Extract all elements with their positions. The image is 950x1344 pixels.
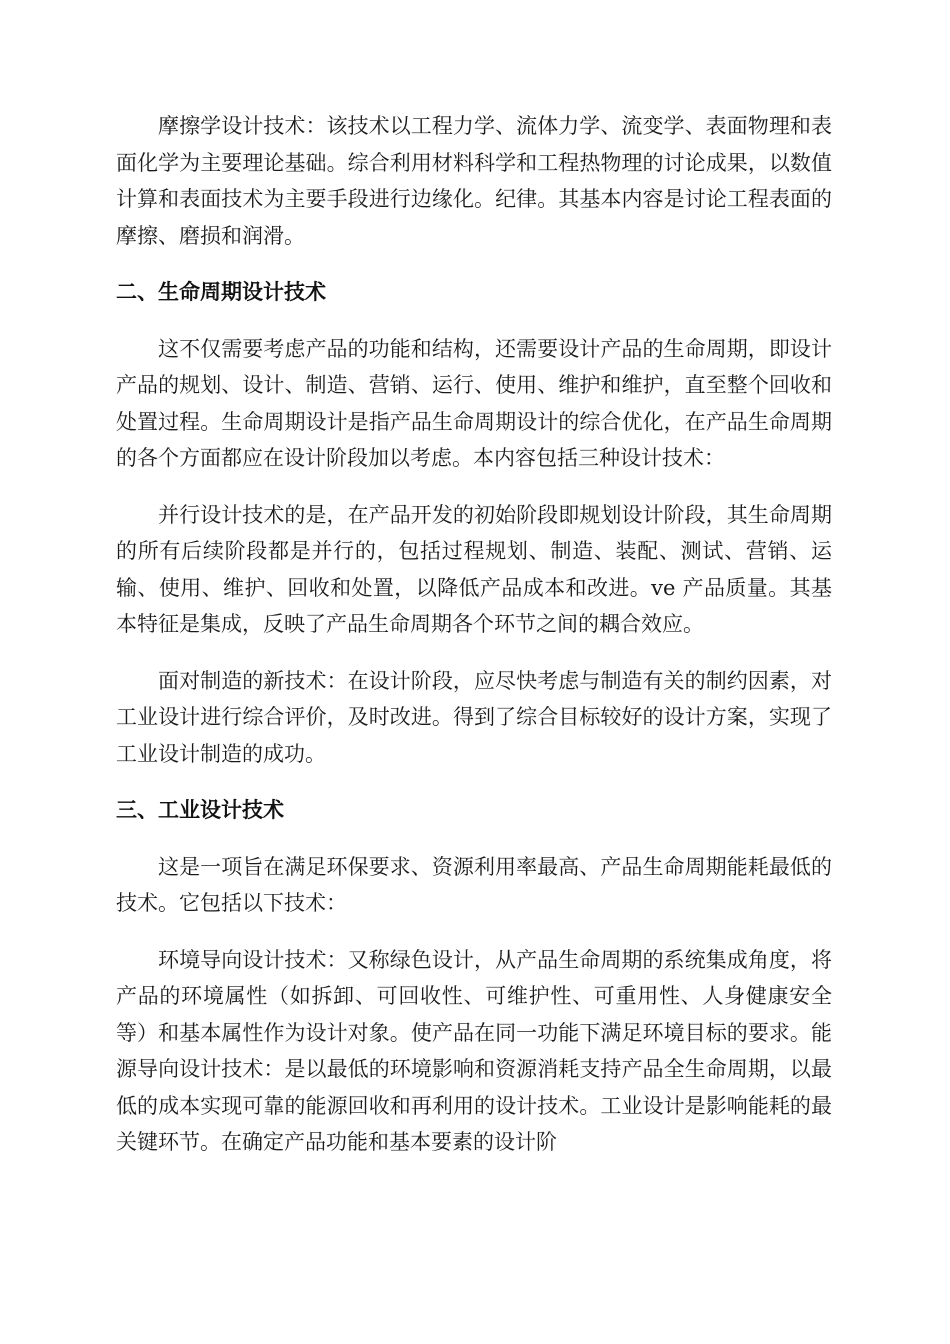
document-body bbox=[116, 108, 832, 1181]
paragraph-concurrent-design: 并行设计技术的是，在产品开发的初始阶段即规划设计阶段，其生命周期的所有后续阶段都是并行的，包括过程规划、制造、装配、测试、营销、运输、使用、维护、回收和处置，以降低产品成本和改进。ve 产品质量。其基本特征是集成，反映了产品生命周期各个环节之间的耦合效应。 bbox=[116, 502, 832, 636]
paragraph-tribology-design: 摩擦学设计技术：该技术以工程力学、流体力学、流变学、表面物理和表面化学为主要理论基础。综合利用材料科学和工程热物理的讨论成果，以数值计算和表面技术为主要手段进行边缘化。纪律。其基本内容是讨论工程表面的摩擦、磨损和润滑。 bbox=[116, 114, 832, 248]
paragraph-design-for-manufacturing: 面对制造的新技术：在设计阶段，应尽快考虑与制造有关的制约因素，对工业设计进行综合评价，及时改进。得到了综合目标较好的设计方案，实现了工业设计制造的成功。 bbox=[116, 668, 832, 766]
paragraph-lifecycle-intro: 这不仅需要考虑产品的功能和结构，还需要设计产品的生命周期，即设计产品的规划、设计、制造、营销、运行、使用、维护和维护，直至整个回收和处置过程。生命周期设计是指产品生命周期设计的综合优化，在产品生命周期的各个方面都应在设计阶段加以考虑。本内容包括三种设计技术： bbox=[116, 336, 832, 470]
heading-industrial-design: 三、工业设计技术 bbox=[116, 798, 284, 822]
paragraph-industrial-intro: 这是一项旨在满足环保要求、资源利用率最高、产品生命周期能耗最低的技术。它包括以下技术： bbox=[116, 854, 832, 915]
paragraph-environment-energy-design: 环境导向设计技术：又称绿色设计，从产品生命周期的系统集成角度，将产品的环境属性（如拆卸、可回收性、可维护性、可重用性、人身健康安全等）和基本属性作为设计对象。使产品在同一功能下满足环境目标的要求。能源导向设计技术：是以最低的环境影响和资源消耗支持产品全生命周期，以最低的成本实现可靠的能源回收和再利用的设计技术。工业设计是影响能耗的最关键环节。在确定产品功能和基本要素的设计阶 bbox=[116, 947, 832, 1154]
heading-lifecycle-design: 二、生命周期设计技术 bbox=[116, 280, 326, 304]
